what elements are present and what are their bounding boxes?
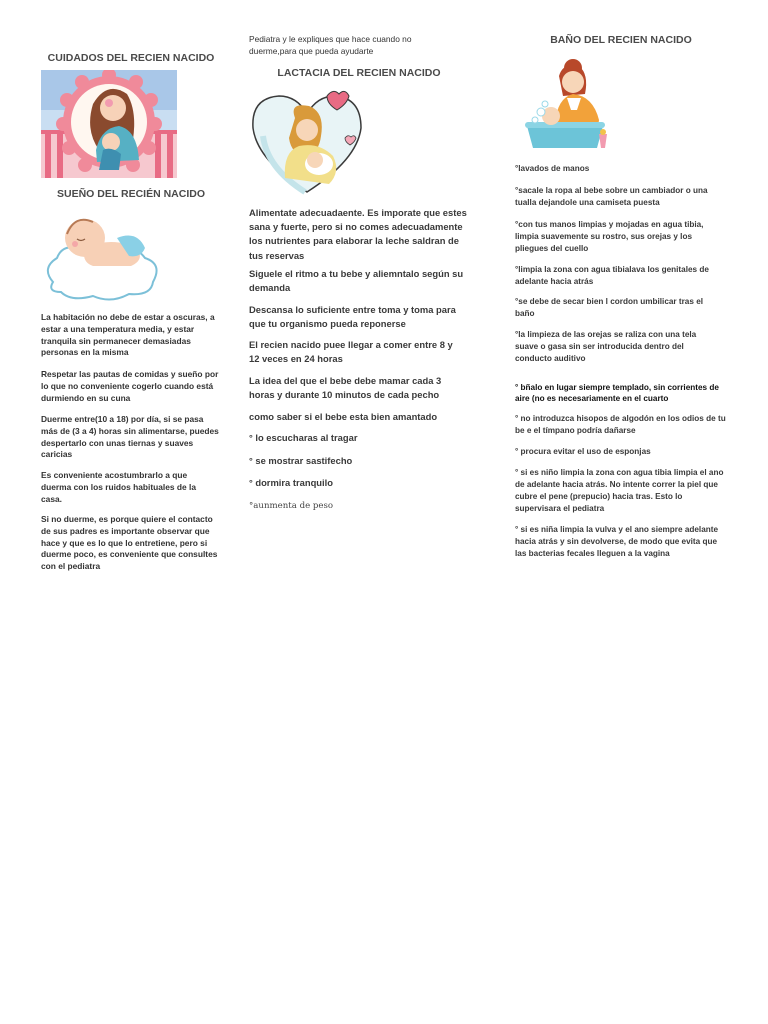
col3-list-item: ° procura evitar el uso de esponjas bbox=[515, 447, 651, 456]
col3-list-item: °limpia la zona con agua tibialava los genitales de adelante hacia atrás bbox=[515, 265, 709, 286]
col3-list-item: ° no introduzca hisopos de algodón en los odios de tu be e el tímpano podría dañarse bbox=[515, 414, 726, 435]
col2-paragraph: como saber si el bebe esta bien amantado bbox=[249, 411, 438, 422]
title-lactancia: LACTACIA DEL RECIEN NACIDO bbox=[277, 67, 441, 79]
col2-list-item: ° se mostrar sastifecho bbox=[249, 455, 353, 466]
col2-paragraph: El recien nacido puee llegar a comer entre 8 y 12 veces en 24 horas bbox=[249, 339, 453, 365]
col2-paragraph: Alimentate adecuadaente. Es imporate que estes sana y fuerte, pero si no comes adecuadamente los nutrientes para elaborar la leche saldran de tus reservas bbox=[249, 207, 467, 261]
col1-paragraph: Duerme entre(10 a 18) por día, si se pasa más de (3 a 4) horas sin alimentarse, puedes despertarlo con unas tiernas y suaves caricias bbox=[41, 414, 219, 460]
mother-baby-illustration bbox=[41, 70, 177, 178]
title-bano: BAÑO DEL RECIEN NACIDO bbox=[550, 34, 692, 46]
col3-list-item: °la limpieza de las orejas se raliza con una tela suave o gasa sin ser introducida dentro del conducto auditivo bbox=[515, 330, 697, 363]
col3-list-item: ° si es niña limpia la vulva y el ano siempre adelante hacia atrás y sin devolverse, de modo que evita que las bacterias fecales lleguen a la vagina bbox=[515, 525, 719, 558]
sleeping-baby-illustration bbox=[41, 208, 163, 304]
col2-list-item: °aunmenta de peso bbox=[249, 501, 334, 511]
continued-note: Pediatra y le expliques que hace cuando no duerme,para que pueda ayudarte bbox=[249, 34, 412, 56]
col2-paragraph: La idea del que el bebe debe mamar cada 3 horas y durante 10 minutos de cada pecho bbox=[249, 375, 442, 401]
col2-list-item: ° dormira tranquilo bbox=[249, 477, 333, 488]
col3-list-item: °se debe de secar bien l cordon umbilicar tras el baño bbox=[515, 297, 704, 318]
col1-paragraph: La habitación no debe de estar a oscuras, a estar a una temperatura media, y estar tranquila sin permanecer demasiadas personas en la misma bbox=[41, 312, 215, 358]
col1-paragraph: Respetar las pautas de comidas y sueño por lo que no conveniente cogerlo cuando está durmiendo en su cuna bbox=[41, 369, 219, 403]
col2-paragraph: Descansa lo suficiente entre toma y toma para que tu organismo pueda reponerse bbox=[249, 304, 456, 330]
col3-list-item: ° si es niño limpia la zona con agua tibia limpia el ano de adelante hacia atrás. No intente correr la piel que cubre el pene (prepucio) hacia tras. Esto lo supervisara el pediatra bbox=[515, 468, 724, 513]
col1-paragraph: Si no duerme, es porque quiere el contacto de sus padres es importante observar que hace y que es lo que lo entretiene, pero si duerme poco, es conveniente que consultes con el pediatra bbox=[41, 514, 218, 572]
title-cuidados: CUIDADOS DEL RECIEN NACIDO bbox=[47, 52, 215, 64]
col2-list-item: ° lo escucharas al tragar bbox=[249, 432, 358, 443]
col3-list-item: °sacale la ropa al bebe sobre un cambiador o una tualla dejandole una camiseta puesta bbox=[515, 186, 708, 207]
col3-list-item: °lavados de manos bbox=[515, 164, 590, 173]
col1-paragraph: Es conveniente acostumbrarlo a que duerma con los ruidos habituales de la casa. bbox=[41, 470, 196, 504]
col2-paragraph: Siguele el ritmo a tu bebe y aliemntalo según su demanda bbox=[249, 268, 464, 294]
col3-list-item: ° bñalo en lugar siempre templado, sin corrientes de aire (no es necesariamente en el cuarto bbox=[515, 383, 719, 403]
title-sueno: SUEÑO DEL RECIÉN NACIDO bbox=[57, 188, 205, 200]
breastfeeding-illustration bbox=[249, 88, 365, 198]
bath-illustration bbox=[515, 54, 615, 154]
col3-list-item: °con tus manos limpias y mojadas en agua tibia, limpia suavemente su rostro, sus orejas y los pliegues del cuello bbox=[515, 220, 704, 253]
